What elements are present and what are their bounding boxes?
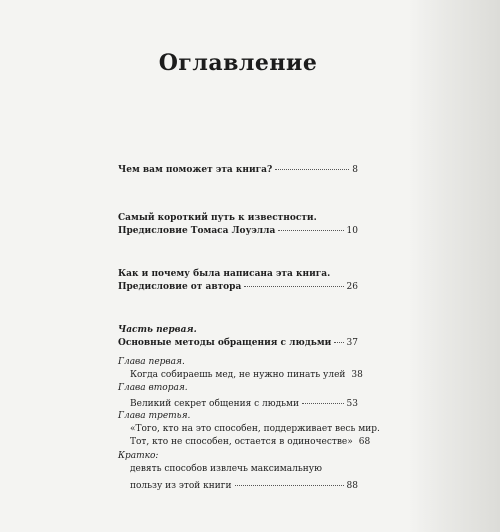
summary-title: пользу из этой книги (130, 481, 232, 491)
dot-leader (278, 230, 343, 231)
part-label: Часть первая. (118, 325, 197, 335)
toc-entry-heading: Самый короткий путь к известности. (118, 213, 317, 223)
toc-entry-heading: Как и почему была написана эта книга. (118, 269, 331, 279)
dot-leader (235, 485, 344, 486)
toc-part-one[interactable] (118, 324, 358, 350)
toc-summary[interactable] (118, 450, 358, 493)
page-title: Оглавление (158, 50, 318, 76)
toc-chapter-3[interactable] (118, 410, 380, 449)
toc-chapter-2[interactable] (118, 382, 358, 411)
toc-page-number: 10 (346, 226, 358, 236)
dot-leader (275, 169, 349, 170)
dot-leader (334, 342, 343, 343)
toc-entry-text: Предисловие Томаса Лоуэлла (118, 226, 276, 236)
chapter-label: Глава вторая. (118, 383, 188, 393)
summary-label: Кратко: (118, 451, 159, 461)
toc-page-number: 68 (358, 437, 371, 447)
toc-page-number: 53 (346, 399, 358, 409)
dot-leader (302, 403, 344, 404)
page-edge-shadow (408, 0, 500, 532)
chapter-title-line1: «Того, кто на это способен, поддерживает весь мир. (130, 424, 380, 434)
toc-entry-text: Чем вам поможет эта книга? (118, 165, 273, 175)
toc-chapter-1[interactable] (118, 356, 363, 382)
toc-entry-foreword-author[interactable] (118, 268, 358, 294)
book-page (118, 0, 380, 532)
toc-page-number: 37 (346, 338, 358, 348)
chapter-title: Великий секрет общения с людьми (130, 399, 300, 409)
toc-page-number: 38 (351, 370, 363, 380)
toc-page-number: 88 (346, 481, 358, 491)
chapter-title: Когда собираешь мед, не нужно пинать улей (130, 370, 346, 380)
part-title: Основные методы обращения с людьми (118, 338, 332, 348)
toc-entry-text: Предисловие от автора (118, 282, 242, 292)
toc-page-number: 26 (346, 282, 358, 292)
toc-page-number: 8 (352, 165, 358, 175)
chapter-label: Глава первая. (118, 357, 185, 367)
toc-entry-foreword-lowell[interactable] (118, 212, 358, 238)
dot-leader (244, 286, 343, 287)
summary-title-line1: девять способов извлечь максимальную (130, 464, 322, 474)
toc-entry-intro[interactable] (118, 164, 358, 177)
chapter-title: Тот, кто не способен, остается в одиночестве» (130, 437, 353, 447)
chapter-label: Глава третья. (118, 411, 191, 421)
